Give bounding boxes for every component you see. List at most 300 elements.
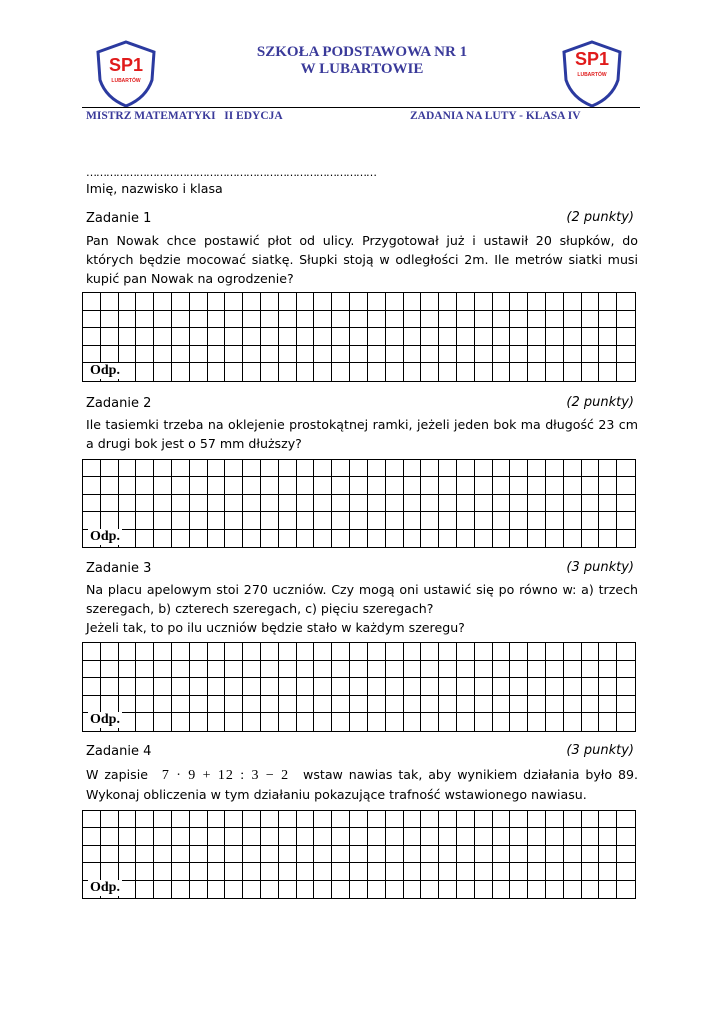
grid-cell[interactable] [493, 512, 511, 529]
grid-cell[interactable] [564, 495, 582, 512]
grid-cell[interactable] [190, 293, 208, 311]
grid-cell[interactable] [617, 346, 635, 364]
grid-cell[interactable] [528, 477, 546, 494]
grid-cell[interactable] [332, 477, 350, 494]
grid-cell[interactable] [314, 311, 332, 329]
grid-cell[interactable] [386, 696, 404, 714]
grid-cell[interactable] [582, 811, 600, 828]
grid-cell[interactable] [243, 846, 261, 863]
grid-cell[interactable] [457, 495, 475, 512]
grid-cell[interactable] [225, 363, 243, 381]
grid-cell[interactable] [421, 363, 439, 381]
grid-cell[interactable] [190, 846, 208, 863]
grid-cell[interactable] [208, 643, 226, 661]
grid-cell[interactable] [617, 530, 635, 547]
grid-cell[interactable] [404, 863, 422, 880]
grid-cell[interactable] [154, 311, 172, 329]
grid-cell[interactable] [208, 846, 226, 863]
grid-cell[interactable] [421, 477, 439, 494]
grid-cell[interactable] [475, 846, 493, 863]
grid-cell[interactable] [154, 811, 172, 828]
grid-cell[interactable] [119, 811, 137, 828]
grid-cell[interactable] [510, 477, 528, 494]
grid-cell[interactable] [243, 495, 261, 512]
grid-cell[interactable] [528, 530, 546, 547]
grid-cell[interactable] [314, 828, 332, 845]
grid-cell[interactable] [332, 530, 350, 547]
grid-cell[interactable] [172, 346, 190, 364]
grid-cell[interactable] [564, 828, 582, 845]
grid-cell[interactable] [83, 328, 101, 346]
grid-cell[interactable] [314, 328, 332, 346]
grid-cell[interactable] [368, 713, 386, 731]
grid-cell[interactable] [225, 863, 243, 880]
grid-cell[interactable] [243, 828, 261, 845]
grid-cell[interactable] [439, 328, 457, 346]
grid-cell[interactable] [243, 293, 261, 311]
grid-cell[interactable] [510, 512, 528, 529]
grid-cell[interactable] [599, 495, 617, 512]
grid-cell[interactable] [439, 346, 457, 364]
grid-cell[interactable] [190, 495, 208, 512]
grid-cell[interactable] [546, 293, 564, 311]
answer-grid-1[interactable] [82, 292, 636, 382]
grid-cell[interactable] [136, 661, 154, 679]
grid-cell[interactable] [261, 328, 279, 346]
grid-cell[interactable] [314, 346, 332, 364]
grid-cell[interactable] [528, 881, 546, 898]
grid-cell[interactable] [404, 828, 422, 845]
grid-cell[interactable] [279, 863, 297, 880]
grid-cell[interactable] [439, 881, 457, 898]
grid-cell[interactable] [368, 678, 386, 696]
grid-cell[interactable] [439, 713, 457, 731]
grid-cell[interactable] [225, 460, 243, 477]
grid-cell[interactable] [599, 828, 617, 845]
grid-cell[interactable] [350, 311, 368, 329]
grid-cell[interactable] [297, 846, 315, 863]
grid-cell[interactable] [546, 828, 564, 845]
grid-cell[interactable] [582, 530, 600, 547]
grid-cell[interactable] [101, 477, 119, 494]
grid-cell[interactable] [172, 696, 190, 714]
grid-cell[interactable] [172, 881, 190, 898]
grid-cell[interactable] [154, 863, 172, 880]
grid-cell[interactable] [119, 696, 137, 714]
grid-cell[interactable] [83, 311, 101, 329]
grid-cell[interactable] [279, 881, 297, 898]
grid-cell[interactable] [83, 828, 101, 845]
grid-cell[interactable] [172, 363, 190, 381]
grid-cell[interactable] [386, 811, 404, 828]
grid-cell[interactable] [314, 713, 332, 731]
grid-cell[interactable] [172, 811, 190, 828]
grid-cell[interactable] [564, 881, 582, 898]
grid-cell[interactable] [279, 661, 297, 679]
grid-cell[interactable] [261, 713, 279, 731]
grid-cell[interactable] [208, 477, 226, 494]
grid-cell[interactable] [564, 863, 582, 880]
grid-cell[interactable] [225, 512, 243, 529]
grid-cell[interactable] [386, 346, 404, 364]
grid-cell[interactable] [279, 828, 297, 845]
grid-cell[interactable] [528, 311, 546, 329]
grid-cell[interactable] [386, 477, 404, 494]
grid-cell[interactable] [190, 678, 208, 696]
grid-cell[interactable] [279, 293, 297, 311]
grid-cell[interactable] [136, 512, 154, 529]
grid-cell[interactable] [172, 477, 190, 494]
grid-cell[interactable] [243, 863, 261, 880]
grid-cell[interactable] [261, 863, 279, 880]
grid-cell[interactable] [457, 696, 475, 714]
grid-cell[interactable] [154, 328, 172, 346]
grid-cell[interactable] [101, 346, 119, 364]
grid-cell[interactable] [350, 512, 368, 529]
grid-cell[interactable] [190, 530, 208, 547]
grid-cell[interactable] [314, 363, 332, 381]
grid-cell[interactable] [119, 828, 137, 845]
grid-cell[interactable] [493, 881, 511, 898]
grid-cell[interactable] [119, 678, 137, 696]
grid-cell[interactable] [297, 811, 315, 828]
grid-cell[interactable] [279, 328, 297, 346]
grid-cell[interactable] [386, 643, 404, 661]
grid-cell[interactable] [261, 346, 279, 364]
grid-cell[interactable] [225, 477, 243, 494]
grid-cell[interactable] [439, 512, 457, 529]
grid-cell[interactable] [314, 696, 332, 714]
grid-cell[interactable] [136, 828, 154, 845]
grid-cell[interactable] [154, 713, 172, 731]
grid-cell[interactable] [119, 311, 137, 329]
grid-cell[interactable] [314, 811, 332, 828]
grid-cell[interactable] [386, 863, 404, 880]
grid-cell[interactable] [154, 678, 172, 696]
grid-cell[interactable] [101, 846, 119, 863]
grid-cell[interactable] [617, 477, 635, 494]
grid-cell[interactable] [421, 828, 439, 845]
grid-cell[interactable] [599, 696, 617, 714]
grid-cell[interactable] [314, 530, 332, 547]
grid-cell[interactable] [368, 328, 386, 346]
grid-cell[interactable] [368, 828, 386, 845]
grid-cell[interactable] [172, 828, 190, 845]
grid-cell[interactable] [510, 881, 528, 898]
grid-cell[interactable] [190, 811, 208, 828]
grid-cell[interactable] [439, 661, 457, 679]
grid-cell[interactable] [119, 460, 137, 477]
grid-cell[interactable] [421, 460, 439, 477]
grid-cell[interactable] [261, 293, 279, 311]
grid-cell[interactable] [475, 811, 493, 828]
grid-cell[interactable] [564, 293, 582, 311]
grid-cell[interactable] [119, 477, 137, 494]
grid-cell[interactable] [297, 363, 315, 381]
grid-cell[interactable] [136, 328, 154, 346]
grid-cell[interactable] [225, 530, 243, 547]
grid-cell[interactable] [350, 346, 368, 364]
grid-cell[interactable] [582, 713, 600, 731]
grid-cell[interactable] [225, 828, 243, 845]
grid-cell[interactable] [528, 495, 546, 512]
grid-cell[interactable] [421, 328, 439, 346]
grid-cell[interactable] [457, 311, 475, 329]
grid-cell[interactable] [368, 460, 386, 477]
grid-cell[interactable] [582, 696, 600, 714]
grid-cell[interactable] [546, 811, 564, 828]
grid-cell[interactable] [243, 346, 261, 364]
grid-cell[interactable] [225, 346, 243, 364]
grid-cell[interactable] [279, 512, 297, 529]
grid-cell[interactable] [297, 477, 315, 494]
grid-cell[interactable] [208, 713, 226, 731]
grid-cell[interactable] [493, 363, 511, 381]
grid-cell[interactable] [617, 512, 635, 529]
grid-cell[interactable] [457, 661, 475, 679]
grid-cell[interactable] [510, 661, 528, 679]
grid-cell[interactable] [421, 696, 439, 714]
grid-cell[interactable] [225, 881, 243, 898]
grid-cell[interactable] [314, 846, 332, 863]
grid-cell[interactable] [225, 696, 243, 714]
grid-cell[interactable] [582, 311, 600, 329]
grid-cell[interactable] [332, 346, 350, 364]
grid-cell[interactable] [404, 346, 422, 364]
grid-cell[interactable] [350, 696, 368, 714]
grid-cell[interactable] [617, 696, 635, 714]
grid-cell[interactable] [154, 512, 172, 529]
grid-cell[interactable] [493, 293, 511, 311]
grid-cell[interactable] [582, 363, 600, 381]
grid-cell[interactable] [439, 460, 457, 477]
grid-cell[interactable] [190, 363, 208, 381]
grid-cell[interactable] [190, 661, 208, 679]
grid-cell[interactable] [475, 828, 493, 845]
grid-cell[interactable] [368, 696, 386, 714]
grid-cell[interactable] [493, 828, 511, 845]
grid-cell[interactable] [297, 495, 315, 512]
grid-cell[interactable] [546, 530, 564, 547]
grid-cell[interactable] [243, 311, 261, 329]
grid-cell[interactable] [83, 863, 101, 880]
grid-cell[interactable] [279, 530, 297, 547]
grid-cell[interactable] [368, 643, 386, 661]
grid-cell[interactable] [172, 863, 190, 880]
grid-cell[interactable] [208, 328, 226, 346]
grid-cell[interactable] [404, 846, 422, 863]
grid-cell[interactable] [386, 460, 404, 477]
grid-cell[interactable] [510, 346, 528, 364]
grid-cell[interactable] [279, 846, 297, 863]
grid-cell[interactable] [172, 495, 190, 512]
grid-cell[interactable] [510, 846, 528, 863]
grid-cell[interactable] [172, 530, 190, 547]
grid-cell[interactable] [546, 346, 564, 364]
grid-cell[interactable] [404, 530, 422, 547]
grid-cell[interactable] [172, 512, 190, 529]
grid-cell[interactable] [510, 363, 528, 381]
grid-cell[interactable] [119, 661, 137, 679]
grid-cell[interactable] [386, 363, 404, 381]
grid-cell[interactable] [332, 643, 350, 661]
grid-cell[interactable] [350, 678, 368, 696]
grid-cell[interactable] [475, 881, 493, 898]
grid-cell[interactable] [350, 661, 368, 679]
grid-cell[interactable] [332, 713, 350, 731]
grid-cell[interactable] [404, 643, 422, 661]
grid-cell[interactable] [457, 512, 475, 529]
grid-cell[interactable] [190, 713, 208, 731]
grid-cell[interactable] [457, 328, 475, 346]
grid-cell[interactable] [510, 328, 528, 346]
answer-grid-4[interactable] [82, 810, 636, 899]
grid-cell[interactable] [564, 678, 582, 696]
grid-cell[interactable] [225, 495, 243, 512]
grid-cell[interactable] [190, 863, 208, 880]
grid-cell[interactable] [546, 678, 564, 696]
grid-cell[interactable] [386, 846, 404, 863]
grid-cell[interactable] [404, 460, 422, 477]
grid-cell[interactable] [528, 678, 546, 696]
grid-cell[interactable] [457, 863, 475, 880]
grid-cell[interactable] [528, 661, 546, 679]
grid-cell[interactable] [225, 311, 243, 329]
grid-cell[interactable] [493, 530, 511, 547]
grid-cell[interactable] [136, 460, 154, 477]
grid-cell[interactable] [119, 328, 137, 346]
grid-cell[interactable] [510, 696, 528, 714]
grid-cell[interactable] [386, 713, 404, 731]
grid-cell[interactable] [279, 696, 297, 714]
grid-cell[interactable] [368, 495, 386, 512]
grid-cell[interactable] [190, 346, 208, 364]
grid-cell[interactable] [332, 661, 350, 679]
grid-cell[interactable] [368, 530, 386, 547]
grid-cell[interactable] [599, 881, 617, 898]
grid-cell[interactable] [546, 363, 564, 381]
grid-cell[interactable] [510, 678, 528, 696]
grid-cell[interactable] [546, 460, 564, 477]
grid-cell[interactable] [404, 512, 422, 529]
grid-cell[interactable] [404, 293, 422, 311]
grid-cell[interactable] [493, 460, 511, 477]
grid-cell[interactable] [510, 643, 528, 661]
grid-cell[interactable] [528, 643, 546, 661]
grid-cell[interactable] [350, 460, 368, 477]
grid-cell[interactable] [172, 460, 190, 477]
grid-cell[interactable] [154, 696, 172, 714]
grid-cell[interactable] [136, 530, 154, 547]
grid-cell[interactable] [243, 811, 261, 828]
grid-cell[interactable] [493, 346, 511, 364]
grid-cell[interactable] [243, 460, 261, 477]
grid-cell[interactable] [386, 881, 404, 898]
grid-cell[interactable] [314, 495, 332, 512]
grid-cell[interactable] [136, 311, 154, 329]
grid-cell[interactable] [350, 811, 368, 828]
grid-cell[interactable] [154, 661, 172, 679]
grid-cell[interactable] [528, 293, 546, 311]
grid-cell[interactable] [243, 477, 261, 494]
grid-cell[interactable] [421, 881, 439, 898]
grid-cell[interactable] [564, 846, 582, 863]
grid-cell[interactable] [101, 828, 119, 845]
grid-cell[interactable] [261, 477, 279, 494]
grid-cell[interactable] [421, 530, 439, 547]
grid-cell[interactable] [386, 328, 404, 346]
grid-cell[interactable] [261, 643, 279, 661]
grid-cell[interactable] [350, 477, 368, 494]
grid-cell[interactable] [297, 643, 315, 661]
grid-cell[interactable] [546, 696, 564, 714]
grid-cell[interactable] [582, 512, 600, 529]
grid-cell[interactable] [314, 293, 332, 311]
grid-cell[interactable] [546, 661, 564, 679]
grid-cell[interactable] [225, 811, 243, 828]
grid-cell[interactable] [546, 713, 564, 731]
grid-cell[interactable] [225, 643, 243, 661]
grid-cell[interactable] [101, 460, 119, 477]
grid-cell[interactable] [599, 460, 617, 477]
answer-grid-2[interactable] [82, 459, 636, 548]
grid-cell[interactable] [154, 643, 172, 661]
grid-cell[interactable] [172, 293, 190, 311]
grid-cell[interactable] [493, 495, 511, 512]
grid-cell[interactable] [350, 713, 368, 731]
grid-cell[interactable] [332, 828, 350, 845]
grid-cell[interactable] [582, 881, 600, 898]
grid-cell[interactable] [314, 477, 332, 494]
grid-cell[interactable] [297, 512, 315, 529]
grid-cell[interactable] [510, 828, 528, 845]
grid-cell[interactable] [83, 661, 101, 679]
grid-cell[interactable] [457, 713, 475, 731]
grid-cell[interactable] [457, 346, 475, 364]
grid-cell[interactable] [439, 495, 457, 512]
grid-cell[interactable] [510, 811, 528, 828]
grid-cell[interactable] [475, 678, 493, 696]
grid-cell[interactable] [83, 477, 101, 494]
grid-cell[interactable] [564, 346, 582, 364]
grid-cell[interactable] [190, 311, 208, 329]
grid-cell[interactable] [404, 328, 422, 346]
grid-cell[interactable] [564, 460, 582, 477]
grid-cell[interactable] [297, 678, 315, 696]
grid-cell[interactable] [350, 495, 368, 512]
grid-cell[interactable] [493, 846, 511, 863]
grid-cell[interactable] [421, 811, 439, 828]
grid-cell[interactable] [599, 328, 617, 346]
grid-cell[interactable] [172, 311, 190, 329]
grid-cell[interactable] [439, 530, 457, 547]
grid-cell[interactable] [350, 863, 368, 880]
grid-cell[interactable] [368, 661, 386, 679]
grid-cell[interactable] [439, 811, 457, 828]
grid-cell[interactable] [404, 495, 422, 512]
grid-cell[interactable] [582, 863, 600, 880]
grid-cell[interactable] [457, 363, 475, 381]
grid-cell[interactable] [528, 811, 546, 828]
grid-cell[interactable] [101, 512, 119, 529]
grid-cell[interactable] [546, 495, 564, 512]
grid-cell[interactable] [617, 643, 635, 661]
grid-cell[interactable] [136, 881, 154, 898]
grid-cell[interactable] [528, 846, 546, 863]
grid-cell[interactable] [617, 460, 635, 477]
grid-cell[interactable] [439, 363, 457, 381]
grid-cell[interactable] [475, 696, 493, 714]
